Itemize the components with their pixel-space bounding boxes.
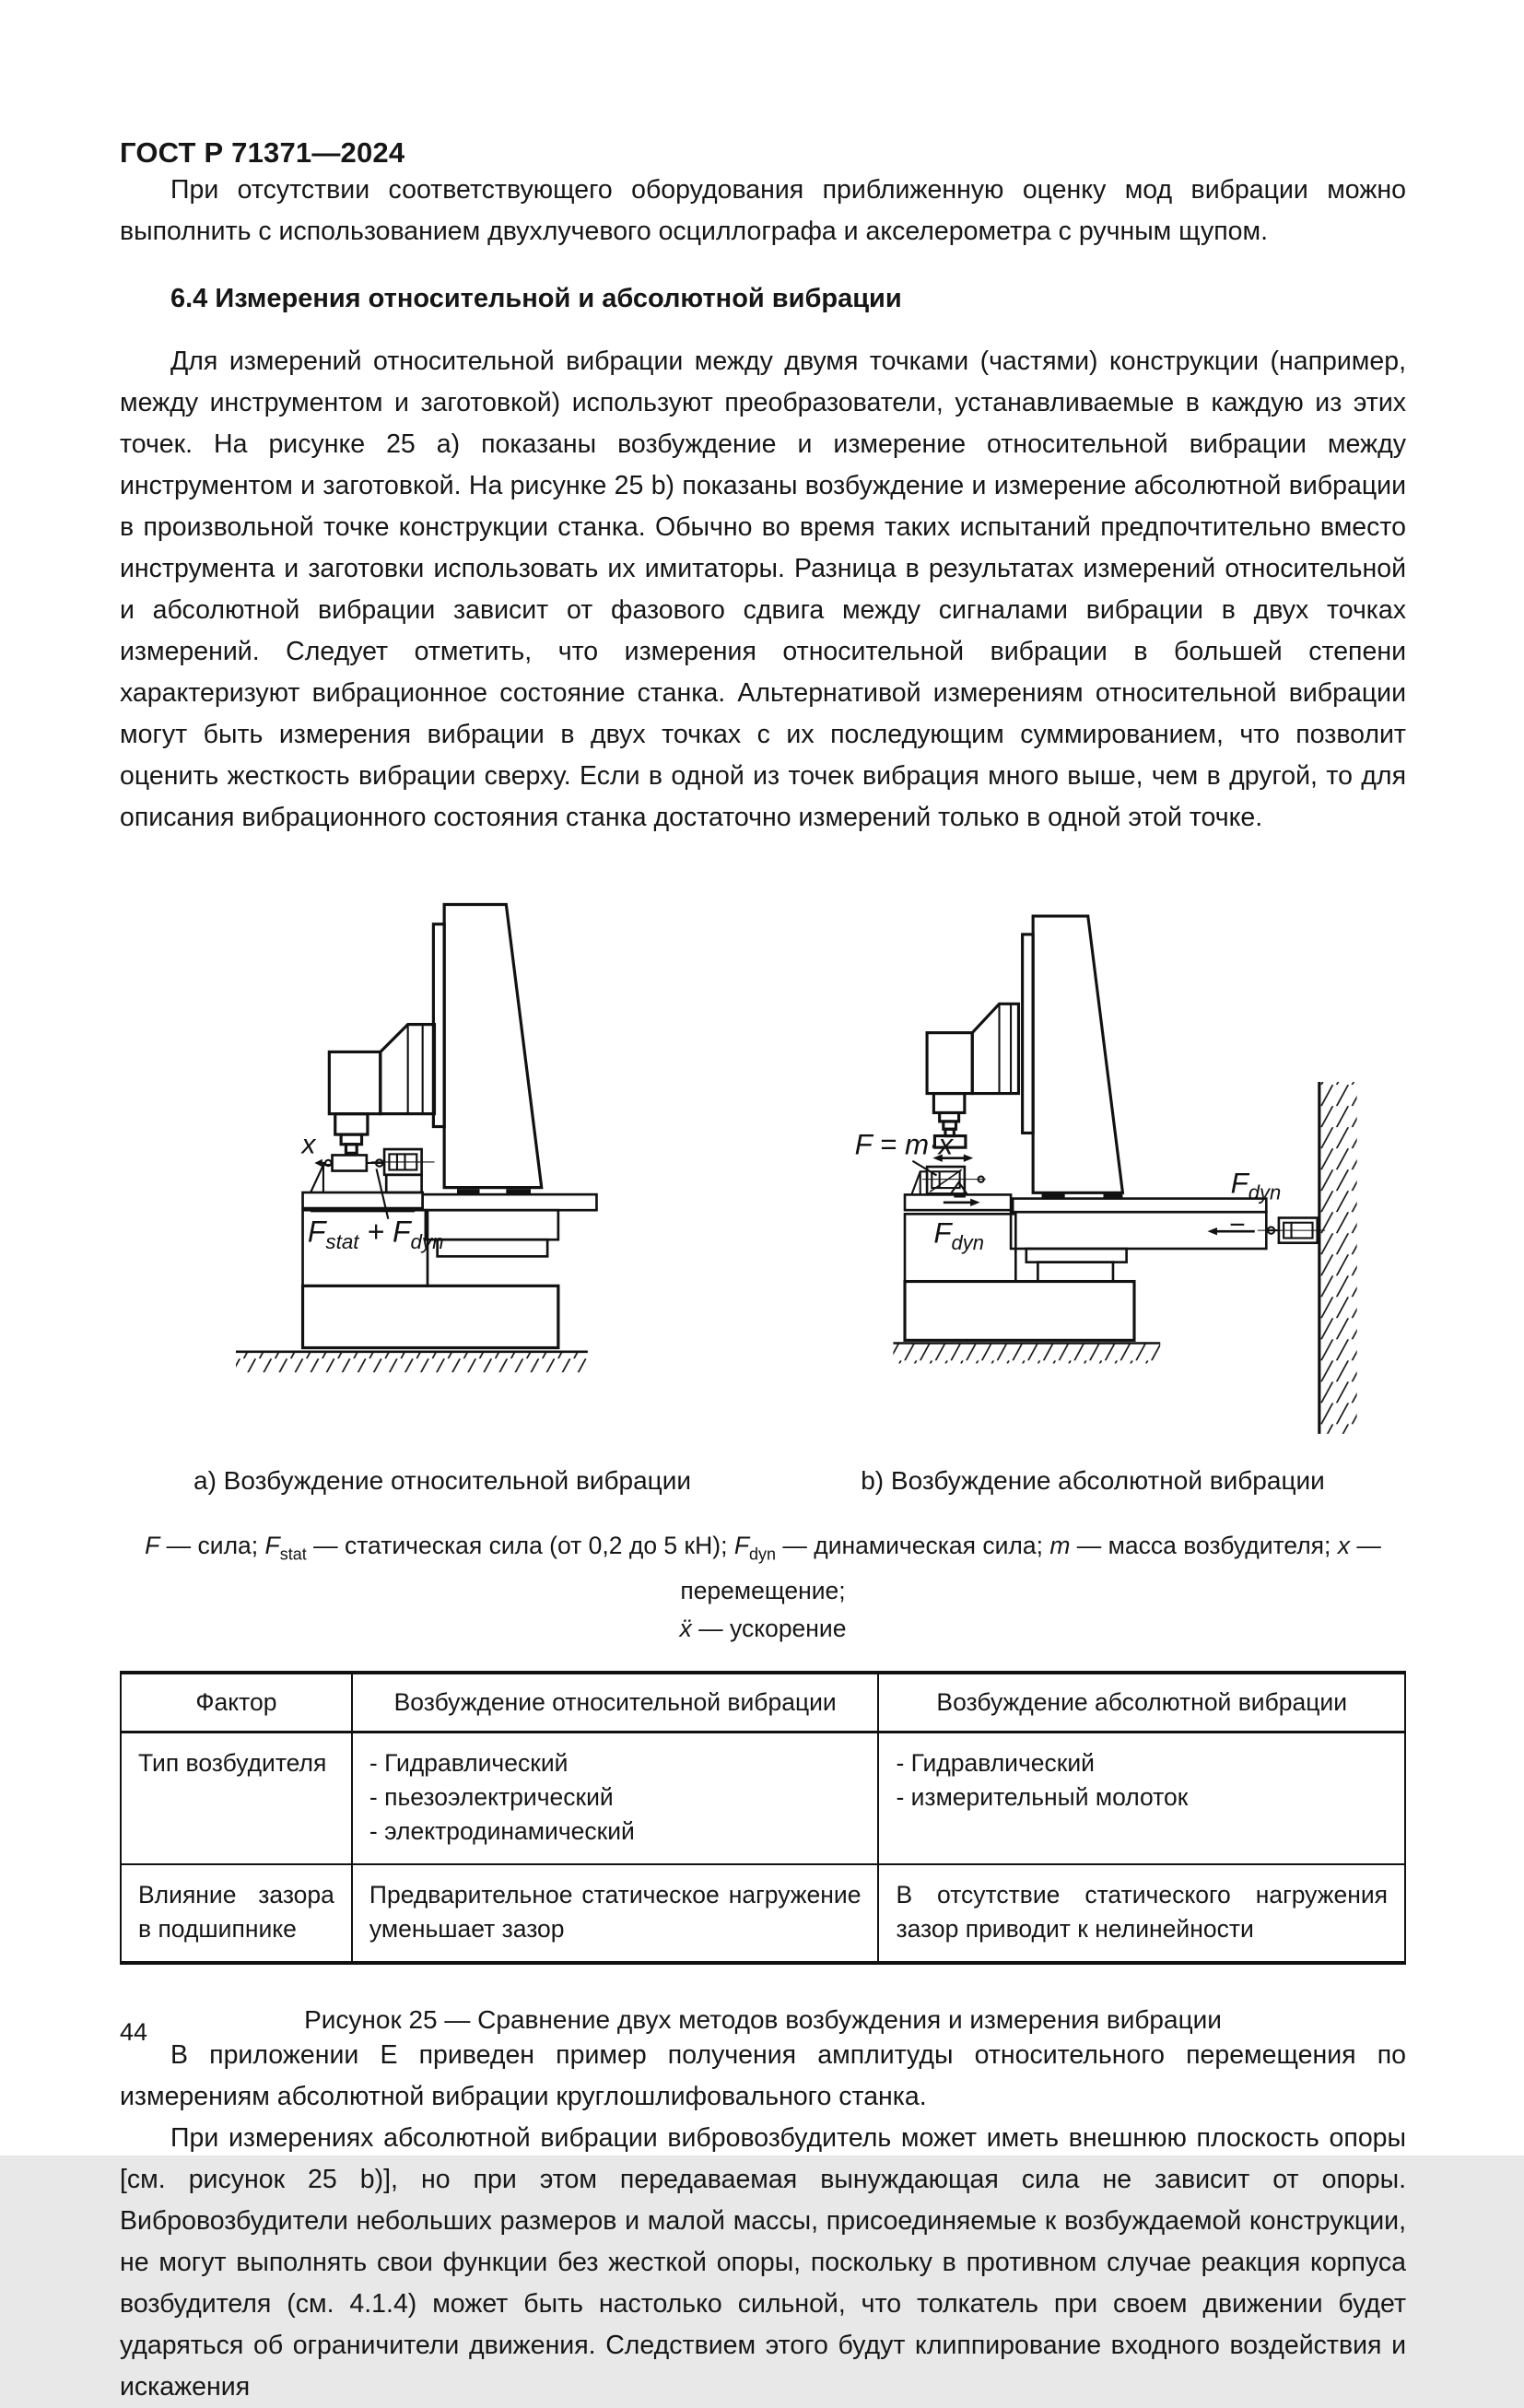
ground-hatch-a xyxy=(236,1353,588,1372)
legend-symbol: x xyxy=(1337,1531,1350,1559)
figure-legend-line1 xyxy=(120,1527,1406,1609)
table-row xyxy=(121,1732,1405,1864)
legend-text: — сила; xyxy=(159,1531,265,1559)
legend-text: — динамическая сила; xyxy=(776,1531,1050,1559)
table-row xyxy=(121,1864,1405,1963)
header-absolute: Возбуждение абсолютной вибрации xyxy=(878,1673,1405,1733)
legend-text: — перемещение; xyxy=(680,1531,1381,1604)
machine-diagram-b xyxy=(780,894,1406,1453)
machine-diagram-a-svg xyxy=(147,883,737,1453)
figure-25-diagrams xyxy=(120,883,1406,1453)
label-x: x xyxy=(301,1129,316,1160)
cell-line: - электродинамический xyxy=(369,1816,635,1845)
label-fstat-fdyn: $F_{stat} + F_{dyn}$ xyxy=(307,1215,444,1253)
cell-factor: Тип возбудителя xyxy=(138,1748,327,1777)
machine-diagram-a xyxy=(147,883,737,1453)
cell-relative: Предварительное статическое нагружение уменьшает зазор xyxy=(352,1864,879,1963)
caption-b: b) Возбуждение абсолютной вибрации xyxy=(861,1465,1325,1495)
paragraph-1: При отсутствии соответствующего оборудования приближенную оценку мод вибрации можно выполнить с использованием двухлучевого осциллографа и акселерометра с ручным щупом. xyxy=(120,175,1406,246)
label-fdyn-table: $F_{dyn}$ xyxy=(933,1216,984,1254)
cell-absolute xyxy=(878,1732,1405,1864)
page-number: 44 xyxy=(120,2018,148,2046)
header-factor: Фактор xyxy=(121,1673,352,1733)
cell-line: - пьезоэлектрический xyxy=(369,1782,614,1811)
table-header-row xyxy=(121,1673,1405,1733)
label-f-equals-mx: F = m·ẍ xyxy=(854,1128,954,1161)
legend-subscript: dyn xyxy=(749,1544,777,1563)
paragraph-4: При измерениях абсолютной вибрации вибровозбудитель может иметь внешнюю плоскость опоры [см. рисунок 25 b)], но при этом передаваемая вынуждающая сила не зависит от опоры. Вибровозбудители небольших размеров и малой массы, присоединяемые к возбуждаемой конструкции, не могут выполнять свои функции без жесткой опоры, поскольку в противном случае реакция корпуса возбудителя (см. 4.1.4) может быть настолько сильной, что толкатель при своем движении будет ударяться об ограничители движения. Следствием этого будут клиппирование входного воздействия и искажения xyxy=(120,2122,1406,2402)
ground-hatch-b xyxy=(893,1344,1160,1363)
comparison-table xyxy=(120,1671,1406,1965)
cell-relative xyxy=(352,1732,879,1864)
legend-symbol: F xyxy=(264,1531,280,1559)
legend-text: — статическая сила (от 0,2 до 5 кН); xyxy=(306,1531,734,1559)
header-relative: Возбуждение относительной вибрации xyxy=(352,1673,879,1733)
figure-legend-line2 xyxy=(120,1615,1406,1643)
cell-line: - Гидравлический xyxy=(896,1748,1095,1777)
caption-a: a) Возбуждение относительной вибрации xyxy=(193,1465,691,1495)
paragraph-3: В приложении Е приведен пример получения амплитуды относительного перемещения по измерениям абсолютной вибрации круглошлифовального станка. xyxy=(120,2039,1406,2111)
figure-25-subcaptions xyxy=(120,1466,1406,1496)
wall-hatch xyxy=(1320,1082,1357,1434)
cell-factor: Влияние зазора в подшипнике xyxy=(121,1864,352,1963)
legend-symbol: F xyxy=(145,1531,160,1559)
figure-caption: Рисунок 25 — Сравнение двух методов возбуждения и измерения вибрации xyxy=(304,2004,1222,2034)
legend-symbol: m xyxy=(1049,1531,1071,1559)
section-heading-6-4: 6.4 Измерения относительной и абсолютной вибрации xyxy=(170,284,902,313)
cell-absolute: В отсутствие статического нагружения зазор приводит к нелинейности xyxy=(878,1864,1405,1963)
cell-line: - измерительный молоток xyxy=(896,1782,1189,1811)
legend-text: — масса возбудителя; xyxy=(1070,1531,1338,1559)
legend-subscript: stat xyxy=(279,1544,307,1563)
machine-a-outline xyxy=(303,904,597,1347)
paragraph-2: Для измерений относительной вибрации между двумя точками (частями) конструкции (например, между инструментом и заготовкой) используют преобразователи, устанавливаемые в каждую из этих точек. На рисунке 25 a) показаны возбуждение и измерение относительной вибрации между инструментом и заготовкой. На рисунке 25 b) показаны возбуждение и измерение абсолютной вибрации в произвольной точке конструкции станка. Обычно во время таких испытаний предпочтительно вместо инструмента и заготовки использовать их имитаторы. Разница в результатах измерений относительной и абсолютной вибрации зависит от фазового сдвига между сигналами вибрации в двух точках измерений. Следует отметить, что измерения относительной вибрации в большей степени характеризуют вибрационное состояние станка. Альтернативой измерениям относительной вибрации могут быть измерения вибрации в двух точках с их последующим суммированием, что позволит оценить жесткость вибрации сверху. Если в одной из точек вибрация много выше, чем в другой, то для описания вибрационного состояния станка достаточно измерений только в одной этой точке. xyxy=(120,347,1406,832)
legend-symbol: F xyxy=(733,1531,749,1559)
machine-diagram-b-svg xyxy=(780,894,1406,1453)
doc-number: ГОСТ Р 71371—2024 xyxy=(120,136,405,169)
label-fdyn-wall: $F_{dyn}$ xyxy=(1230,1167,1282,1204)
legend-symbol: ẍ xyxy=(679,1614,692,1642)
legend-text: — ускорение xyxy=(691,1614,847,1642)
figure-25 xyxy=(120,883,1406,2035)
cell-line: - Гидравлический xyxy=(369,1748,569,1777)
